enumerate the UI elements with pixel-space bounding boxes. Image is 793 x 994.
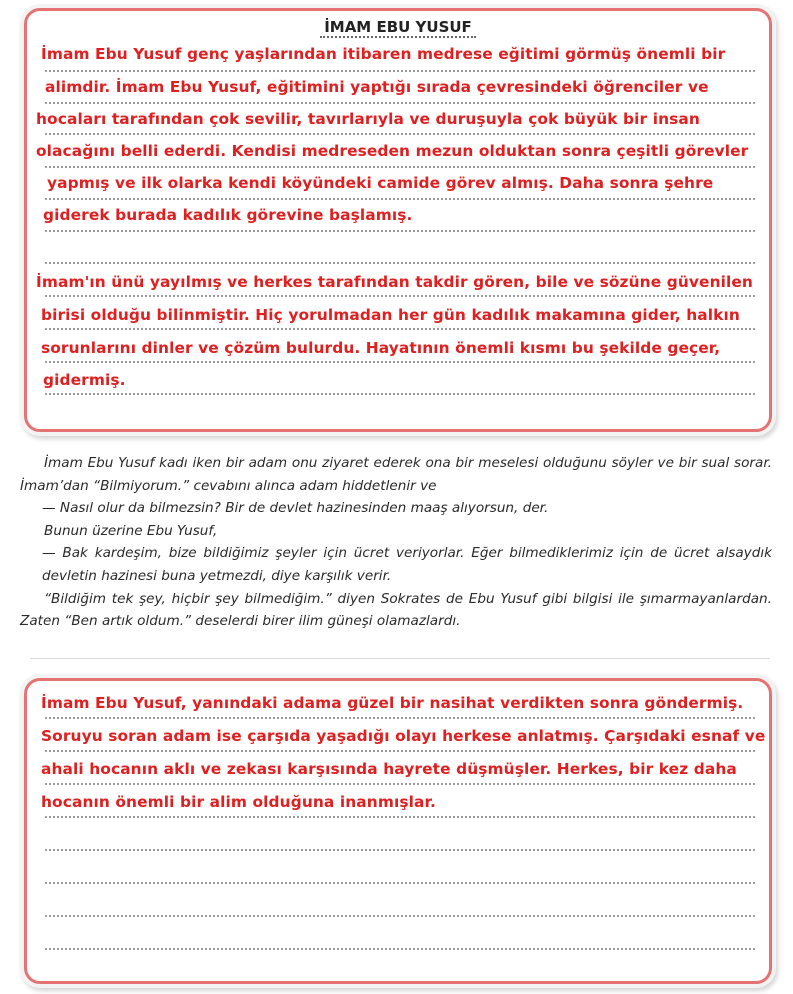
writing-line [45,849,755,851]
writing-line [45,816,755,818]
writing-line [45,717,755,719]
story-writing-box [24,8,772,432]
writing-line [45,750,755,752]
paragraph: İmam Ebu Yusuf kadı iken bir adam onu ziyaret ederek ona bir meselesi olduğunu söyler ve bir sual sorar. İmam’dan “Bilmiyorum.” cevabını alınca adam hiddetlenir ve [20,455,772,494]
handwritten-line: yapmış ve ilk olarka kendi köyündeki camide görev almış. Daha sonra şehre [47,174,714,192]
box-title: İMAM EBU YUSUF [27,18,769,36]
writing-line [45,198,755,200]
handwritten-line: hocaları tarafından çok sevilir, tavırlarıyla ve duruşuyla çok büyük bir insan [36,110,700,128]
writing-line [45,882,755,884]
writing-line [45,393,755,395]
story-text [20,452,772,633]
writing-line [45,230,755,232]
writing-line [45,783,755,785]
handwritten-line: İmam Ebu Yusuf, yanındaki adama güzel bir nasihat verdikten sonra göndermiş. [41,694,744,712]
writing-line [45,948,755,950]
continuation-writing-box [24,678,772,984]
dialogue-line: — Bak kardeşim, bize bildiğimiz şeyler için ücret veriyorlar. Eğer bilmediklerimiz için de ücret alsaydık devletin hazinesi buna yetmezdi, diye karşılık verir. [42,545,772,584]
handwritten-line: Soruyu soran adam ise çarşıda yaşadığı olayı herkese anlatmış. Çarşıdaki esnaf ve [41,727,766,745]
handwritten-line: ahali hocanın aklı ve zekası karşısında hayrete düşmüşler. Herkes, bir kez daha [41,760,737,778]
paragraph: Bunun üzerine Ebu Yusuf, [44,522,218,539]
handwritten-line: alimdir. İmam Ebu Yusuf, eğitimini yaptığı sırada çevresindeki öğrenciler ve [45,78,709,96]
writing-line [45,915,755,917]
handwritten-line: olacağını belli ederdi. Kendisi medreseden mezun olduktan sonra çeşitli görevler [36,142,749,160]
dialogue-line: — Nasıl olur da bilmezsin? Bir de devlet hazinesinden maaş alıyorsun, der. [42,500,549,517]
paragraph: “Bildiğim tek şey, hiçbir şey bilmediğim.” diyen Sokrates de Ebu Yusuf gibi bilgisi ile şımarmayanlardan. Zaten “Ben artık oldum.” deselerdi birer ilim güneşi olamazlardı. [20,590,772,630]
handwritten-line: İmam'ın ünü yayılmış ve herkes tarafından takdir gören, bile ve sözüne güvenilen [36,273,753,291]
handwritten-line: hocanın önemli bir alim olduğuna inanmışlar. [41,793,436,811]
writing-line [45,102,755,104]
handwritten-line: giderek burada kadılık görevine başlamış. [43,206,413,224]
writing-line [45,295,755,297]
handwritten-line: sorunlarını dinler ve çözüm bulurdu. Hayatının önemli kısmı bu şekilde geçer, [41,339,721,357]
writing-line [45,328,755,330]
handwritten-line: birisi olduğu bilinmiştir. Hiç yorulmadan her gün kadılık makamına gider, halkın [41,306,740,324]
writing-line [45,70,755,72]
divider [30,658,770,659]
writing-line [45,133,755,135]
handwritten-line: İmam Ebu Yusuf genç yaşlarından itibaren medrese eğitimi görmüş önemli bir [41,45,726,63]
writing-line [45,361,755,363]
handwritten-line: gidermiş. [43,371,126,389]
writing-line [45,262,755,264]
writing-line [45,166,755,168]
